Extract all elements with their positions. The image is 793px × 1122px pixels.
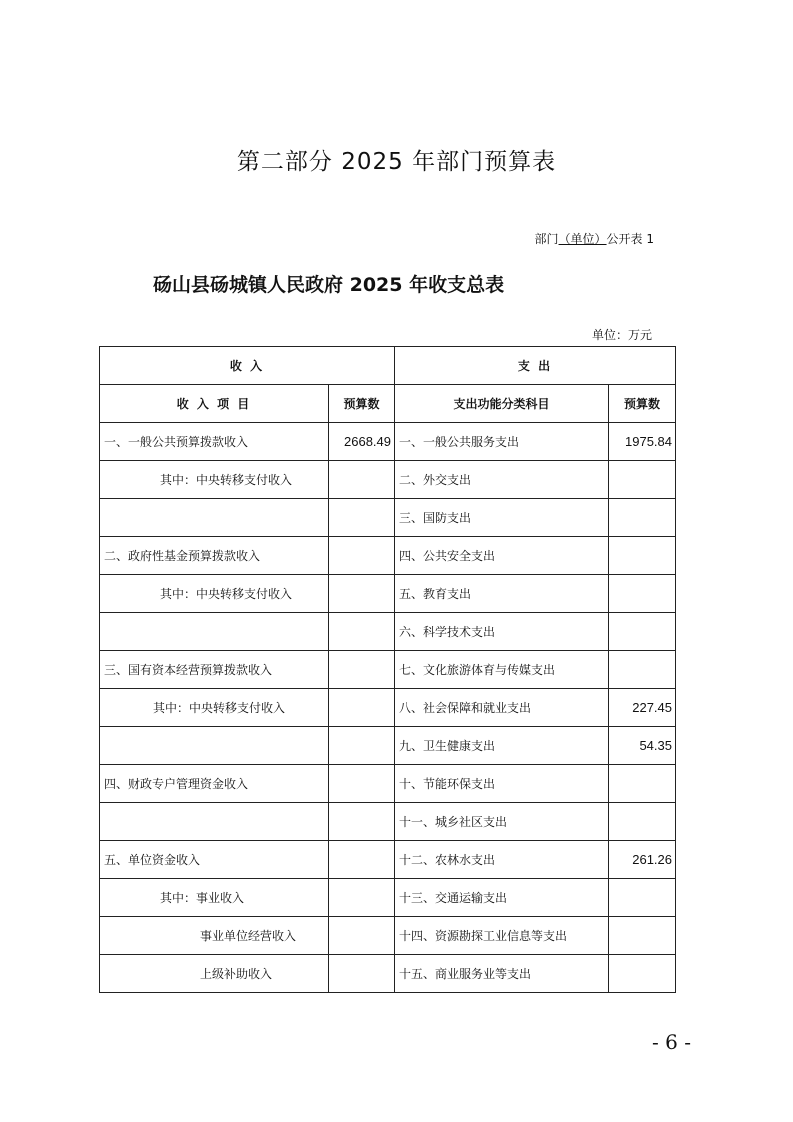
expense-value: [609, 879, 676, 917]
income-value: [329, 689, 395, 727]
expense-item: 七、文化旅游体育与传媒支出: [395, 651, 609, 689]
table-header-row: [100, 347, 676, 385]
table-row: [100, 803, 676, 841]
table-row: [100, 461, 676, 499]
expense-item: 五、教育支出: [395, 575, 609, 613]
income-value: [329, 955, 395, 993]
income-item: 二、政府性基金预算拨款收入: [100, 537, 329, 575]
table-subheader-row: [100, 385, 676, 423]
table-note: [535, 230, 654, 247]
header-expense: 支 出: [395, 347, 676, 385]
expense-item: 四、公共安全支出: [395, 537, 609, 575]
income-value: [329, 651, 395, 689]
header-income-item: 收 入 项 目: [100, 385, 329, 423]
income-value: [329, 461, 395, 499]
note-prefix: 部门: [534, 232, 559, 246]
table-row: [100, 955, 676, 993]
table-row: [100, 841, 676, 879]
expense-value: [609, 575, 676, 613]
income-item: 其中：中央转移支付收入: [100, 689, 329, 727]
note-unit-label: （单位）: [558, 232, 607, 246]
income-item: 三、国有资本经营预算拨款收入: [100, 651, 329, 689]
expense-item: 十五、商业服务业等支出: [395, 955, 609, 993]
income-value: [329, 727, 395, 765]
expense-item: 十二、农林水支出: [395, 841, 609, 879]
expense-value: [609, 917, 676, 955]
table-row: [100, 765, 676, 803]
expense-item: 十一、城乡社区支出: [395, 803, 609, 841]
income-item: 其中：中央转移支付收入: [100, 575, 329, 613]
income-item: 上级补助收入: [100, 955, 329, 993]
expense-value: 1975.84: [609, 423, 676, 461]
income-item: [100, 613, 329, 651]
table-title: 砀山县砀城镇人民政府 2025 年收支总表: [153, 274, 505, 296]
table-row: [100, 613, 676, 651]
income-value: [329, 765, 395, 803]
expense-value: [609, 613, 676, 651]
income-item: [100, 727, 329, 765]
table-row: [100, 651, 676, 689]
income-item: 五、单位资金收入: [100, 841, 329, 879]
income-value: [329, 575, 395, 613]
page-number: - 6 -: [652, 1030, 691, 1054]
header-income: 收 入: [100, 347, 395, 385]
table-row: [100, 727, 676, 765]
expense-item: 三、国防支出: [395, 499, 609, 537]
income-value: [329, 613, 395, 651]
budget-table: [99, 346, 676, 993]
expense-value: 54.35: [609, 727, 676, 765]
income-value: [329, 879, 395, 917]
header-expense-budget: 预算数: [609, 385, 676, 423]
income-value: [329, 803, 395, 841]
income-item: [100, 499, 329, 537]
expense-item: 九、卫生健康支出: [395, 727, 609, 765]
header-income-budget: 预算数: [329, 385, 395, 423]
expense-item: 十三、交通运输支出: [395, 879, 609, 917]
expense-value: [609, 461, 676, 499]
expense-item: 十四、资源勘探工业信息等支出: [395, 917, 609, 955]
income-value: [329, 537, 395, 575]
header-expense-item: 支出功能分类科目: [395, 385, 609, 423]
table-row: [100, 879, 676, 917]
note-suffix: 公开表 1: [606, 232, 654, 246]
income-item: 其中：中央转移支付收入: [100, 461, 329, 499]
expense-value: [609, 955, 676, 993]
table-row: [100, 537, 676, 575]
table-row: [100, 689, 676, 727]
expense-item: 十、节能环保支出: [395, 765, 609, 803]
table-row: [100, 917, 676, 955]
table-row: [100, 499, 676, 537]
income-value: [329, 841, 395, 879]
expense-value: [609, 499, 676, 537]
expense-value: [609, 651, 676, 689]
part-title: 第二部分 2025 年部门预算表: [236, 149, 557, 175]
expense-value: 227.45: [609, 689, 676, 727]
expense-value: [609, 765, 676, 803]
income-item: 其中：事业收入: [100, 879, 329, 917]
income-value: [329, 917, 395, 955]
income-value: 2668.49: [329, 423, 395, 461]
table-row: [100, 423, 676, 461]
income-item: 事业单位经营收入: [100, 917, 329, 955]
expense-value: [609, 537, 676, 575]
expense-item: 六、科学技术支出: [395, 613, 609, 651]
income-value: [329, 499, 395, 537]
expense-item: 八、社会保障和就业支出: [395, 689, 609, 727]
income-item: [100, 803, 329, 841]
income-item: 四、财政专户管理资金收入: [100, 765, 329, 803]
table-row: [100, 575, 676, 613]
expense-item: 二、外交支出: [395, 461, 609, 499]
income-item: 一、一般公共预算拨款收入: [100, 423, 329, 461]
expense-value: [609, 803, 676, 841]
expense-item: 一、一般公共服务支出: [395, 423, 609, 461]
expense-value: 261.26: [609, 841, 676, 879]
unit-label: 单位：万元: [591, 328, 652, 342]
